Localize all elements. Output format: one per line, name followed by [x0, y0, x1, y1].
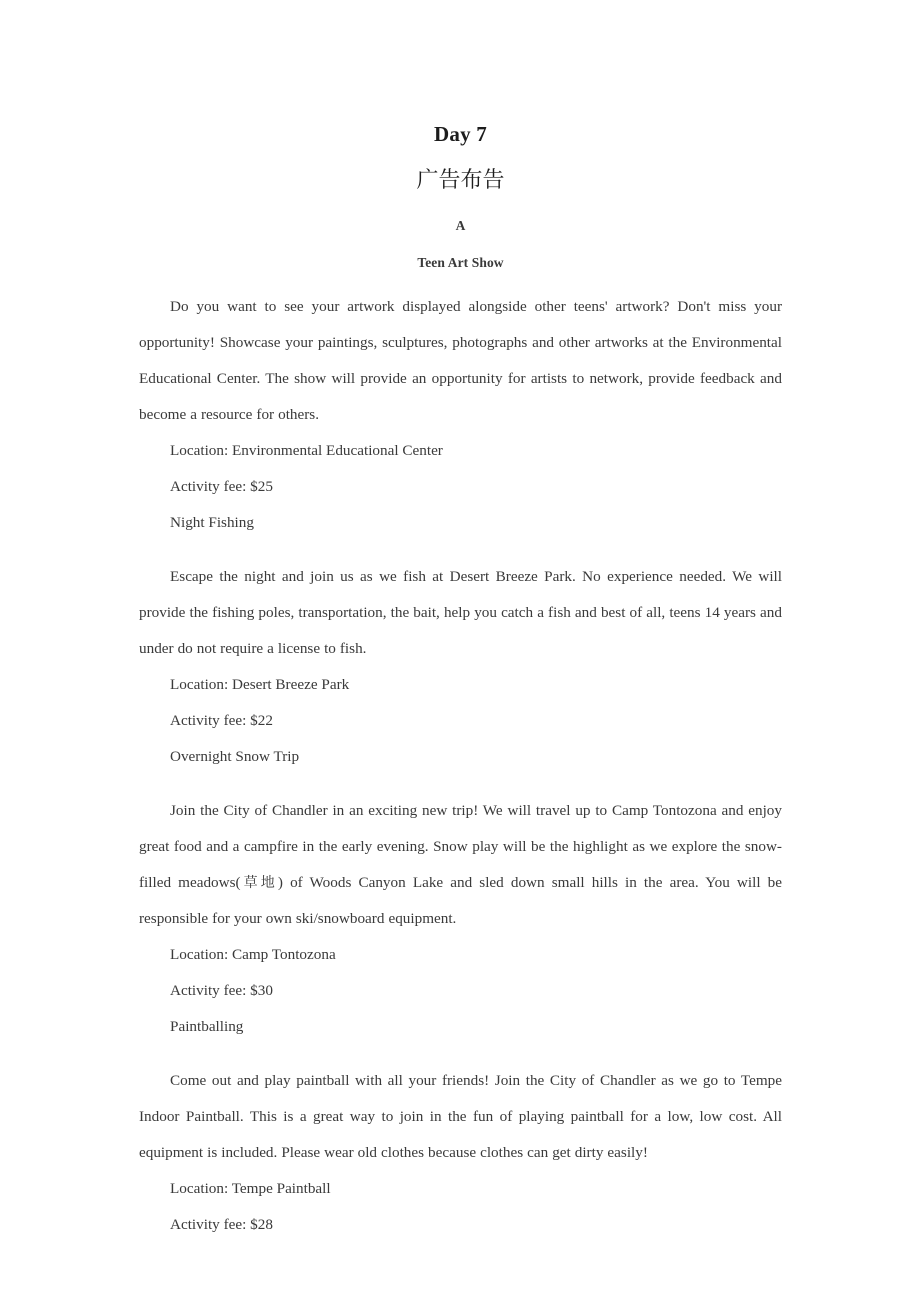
activity-title-overnight-snow-trip: Overnight Snow Trip — [170, 747, 300, 765]
activity-block-overnight-snow-trip — [139, 775, 782, 1045]
activity-description-chinese-gloss: 草地 — [240, 874, 278, 891]
section-heading-teen-art-show: Teen Art Show — [417, 254, 504, 270]
activity-title-paintballing: Paintballing — [170, 1017, 244, 1035]
activity-title-night-fishing: Night Fishing — [170, 513, 254, 531]
activity-location: Location: Desert Breeze Park — [170, 675, 350, 693]
activity-fee: Activity fee: $22 — [170, 711, 273, 729]
activity-location: Location: Camp Tontozona — [170, 945, 336, 963]
activity-fee: Activity fee: $25 — [170, 477, 273, 495]
activity-description-part1: Join the City of Chandler in an exciting new trip! We will travel up to Camp Tontozona and enjoy great food and a campfire in the early evening. Snow play will be the highlight as we explore the snow-filled meadows( — [139, 801, 782, 891]
page-title: Day 7 — [434, 122, 487, 146]
activity-block-teen-art-show — [139, 271, 782, 541]
activity-location: Location: Tempe Paintball — [170, 1179, 331, 1197]
section-letter: A — [455, 217, 466, 233]
activity-location: Location: Environmental Educational Center — [170, 441, 443, 459]
page-content — [139, 0, 782, 1243]
activity-description: Come out and play paintball with all your friends! Join the City of Chandler as we go to Tempe Indoor Paintball. This is a great way to join in the fun of playing paintball for a low, low cost. All equipment is included. Please wear old clothes because clothes can get dirty easily! — [139, 1071, 782, 1161]
activity-description: Do you want to see your artwork displayed alongside other teens' artwork? Don't miss your opportunity! Showcase your paintings, sculptures, photographs and other artworks at the Environmental Educational Center. The show will provide an opportunity for artists to network, provide feedback and become a resource for others. — [139, 297, 782, 423]
activity-description-part2: ) of Woods Canyon Lake and sled down small hills in the area. You will be responsible for your own ski/snowboard equipment. — [139, 873, 783, 927]
activity-description: Escape the night and join us as we fish at Desert Breeze Park. No experience needed. We will provide the fishing poles, transportation, the bait, help you catch a fish and best of all, teens 14 years and under do not require a license to fish. — [139, 567, 782, 657]
activity-fee: Activity fee: $30 — [170, 981, 273, 999]
page-subtitle-chinese: 广告布告 — [416, 168, 505, 194]
activity-fee: Activity fee: $28 — [170, 1215, 273, 1233]
activity-block-night-fishing — [139, 541, 782, 775]
activity-description — [139, 775, 782, 937]
activity-block-paintballing — [139, 1045, 782, 1243]
